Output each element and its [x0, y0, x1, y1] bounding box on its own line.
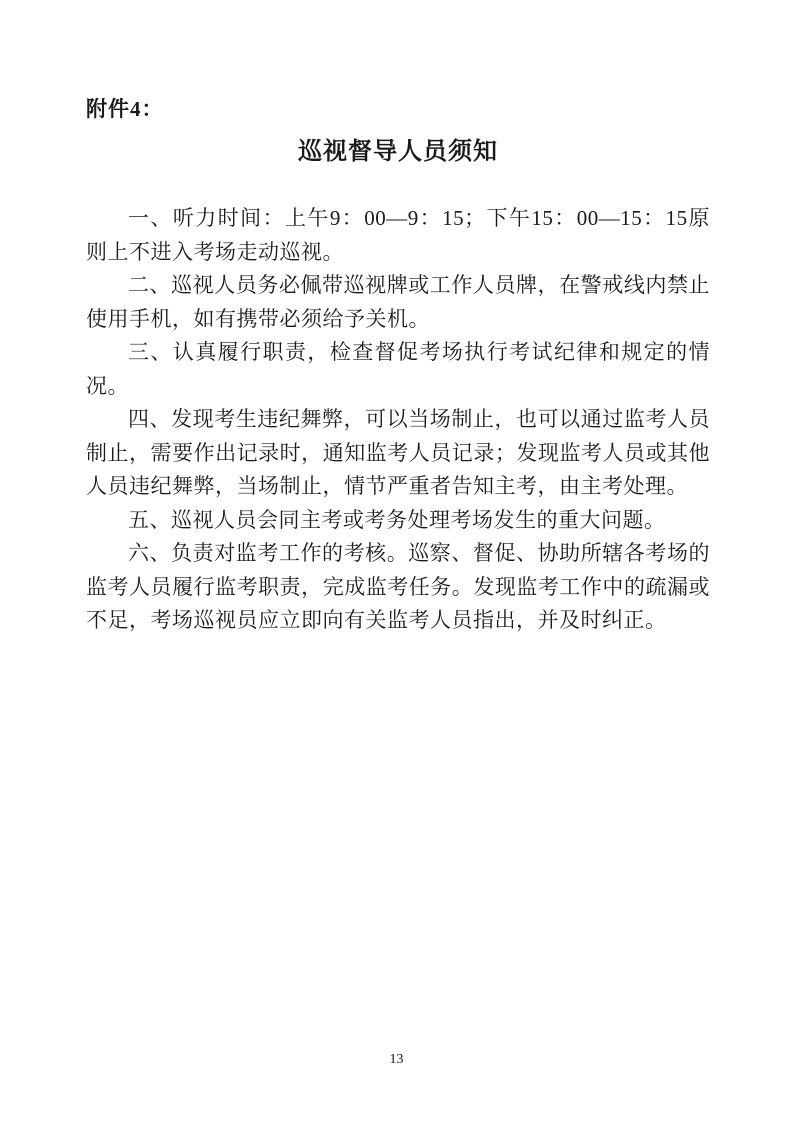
paragraph-4: 四、发现考生违纪舞弊，可以当场制止，也可以通过监考人员制止，需要作出记录时，通知监考人员记录；发现监考人员或其他人员违纪舞弊，当场制止，情节严重者告知主考，由主考处理。: [86, 407, 710, 498]
paragraph-3: 三、认真履行职责，检查督促考场执行考试纪律和规定的情况。: [86, 340, 710, 398]
document-title: 巡视督导人员须知: [298, 138, 498, 165]
paragraph-1: 一、听力时间：上午9：00—9：15；下午15：00—15：15原则上不进入考场走动巡视。: [86, 206, 710, 264]
attachment-label: 附件4：: [86, 97, 164, 121]
paragraph-2: 二、巡视人员务必佩带巡视牌或工作人员牌，在警戒线内禁止使用手机，如有携带必须给予关机。: [86, 273, 710, 331]
paragraph-6: 六、负责对监考工作的考核。巡察、督促、协助所辖各考场的监考人员履行监考职责，完成监考任务。发现监考工作中的疏漏或不足，考场巡视员应立即向有关监考人员指出，并及时纠正。: [86, 541, 710, 632]
document-body: [86, 202, 710, 638]
page-number: 13: [389, 1052, 404, 1067]
paragraph-5: 五、巡视人员会同主考或考务处理考场发生的重大问题。: [128, 507, 666, 532]
